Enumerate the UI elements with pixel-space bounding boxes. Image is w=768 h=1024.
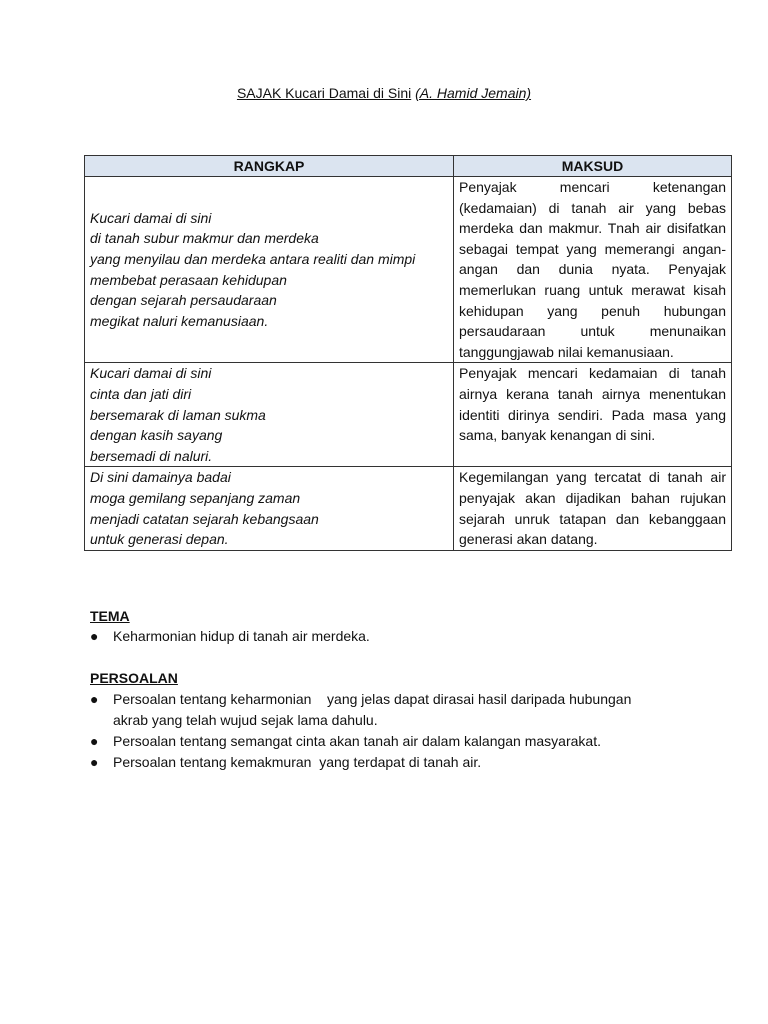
tema-item-text: Keharmonian hidup di tanah air merdeka. [113, 628, 370, 644]
persoalan-heading: PERSOALAN [90, 670, 178, 686]
rangkap-cell [85, 363, 454, 467]
rangkap-cell [85, 467, 454, 550]
bullet-icon: ● [90, 754, 99, 770]
rangkap-line: Di sini damainya badai [90, 469, 231, 486]
header-maksud: MAKSUD [454, 156, 732, 177]
rangkap-cell [85, 177, 454, 363]
document-title [0, 84, 768, 102]
rangkap-line: membebat perasaan kehidupan [90, 271, 287, 288]
list-item [90, 752, 670, 773]
bullet-icon: ● [90, 733, 99, 749]
persoalan-item-text: Persoalan tentang kemakmuran yang terdapat di tanah air. [113, 754, 482, 770]
rangkap-line: dengan sejarah persaudaraan [90, 292, 277, 309]
rangkap-line: bersemarak di laman sukma [90, 406, 266, 423]
table-row [85, 467, 732, 550]
tema-heading: TEMA [90, 608, 130, 624]
table-header-row [85, 156, 732, 177]
list-item [90, 731, 670, 752]
persoalan-list [90, 689, 670, 773]
list-item [90, 626, 690, 647]
rangkap-line: di tanah subur makmur dan merdeka [90, 230, 319, 247]
poem-table [84, 155, 732, 551]
rangkap-line: Kucari damai di sini [90, 365, 212, 382]
tema-list [90, 626, 690, 647]
rangkap-line: bersemadi di naluri. [90, 447, 213, 464]
maksud-cell: Kegemilangan yang tercatat di tanah air penyajak akan dijadikan bahan rujukan sejarah unruk tatapan dan kebanggaan generasi akan datang. [454, 467, 732, 550]
rangkap-line: megikat naluri kemanusiaan. [90, 312, 269, 329]
bullet-icon: ● [90, 628, 99, 644]
rangkap-line: yang menyilau dan merdeka antara realiti dan mimpi [90, 251, 416, 268]
maksud-cell: Penyajak mencari ketenangan (kedamaian) di tanah air yang bebas merdeka dan makmur. Tnah air disifatkan sebagai tempat yang memerangi angan-angan dan dunia nyata. Penyajak memerlukan ruang untuk merawat kisah kehidupan yang penuh hubungan persaudaraan untuk menunaikan tanggungjawab nilai kemanusiaan. [454, 177, 732, 363]
rangkap-line: moga gemilang sepanjang zaman [90, 489, 301, 506]
table-row [85, 177, 732, 363]
rangkap-line: Kucari damai di sini [90, 209, 212, 226]
rangkap-line: cinta dan jati diri [90, 385, 192, 402]
poem-title: SAJAK Kucari Damai di Sini [236, 85, 412, 101]
rangkap-line: dengan kasih sayang [90, 427, 223, 444]
table-row [85, 363, 732, 467]
maksud-cell: Penyajak mencari kedamaian di tanah airnya kerana tanah airnya menentukan identiti dirinya sendiri. Pada masa yang sama, banyak kenangan di sini. [454, 363, 732, 467]
list-item [90, 689, 670, 731]
persoalan-item-text: Persoalan tentang semangat cinta akan tanah air dalam kalangan masyarakat. [113, 733, 601, 749]
bullet-icon: ● [90, 691, 99, 707]
persoalan-item-text: Persoalan tentang keharmonian yang jelas dapat dirasai hasil daripada hubungan akrab yang telah wujud sejak lama dahulu. [113, 691, 636, 728]
header-rangkap: RANGKAP [85, 156, 454, 177]
rangkap-line: untuk generasi depan. [90, 531, 229, 548]
rangkap-line: menjadi catatan sejarah kebangsaan [90, 510, 319, 527]
poem-author: (A. Hamid Jemain) [415, 85, 532, 101]
